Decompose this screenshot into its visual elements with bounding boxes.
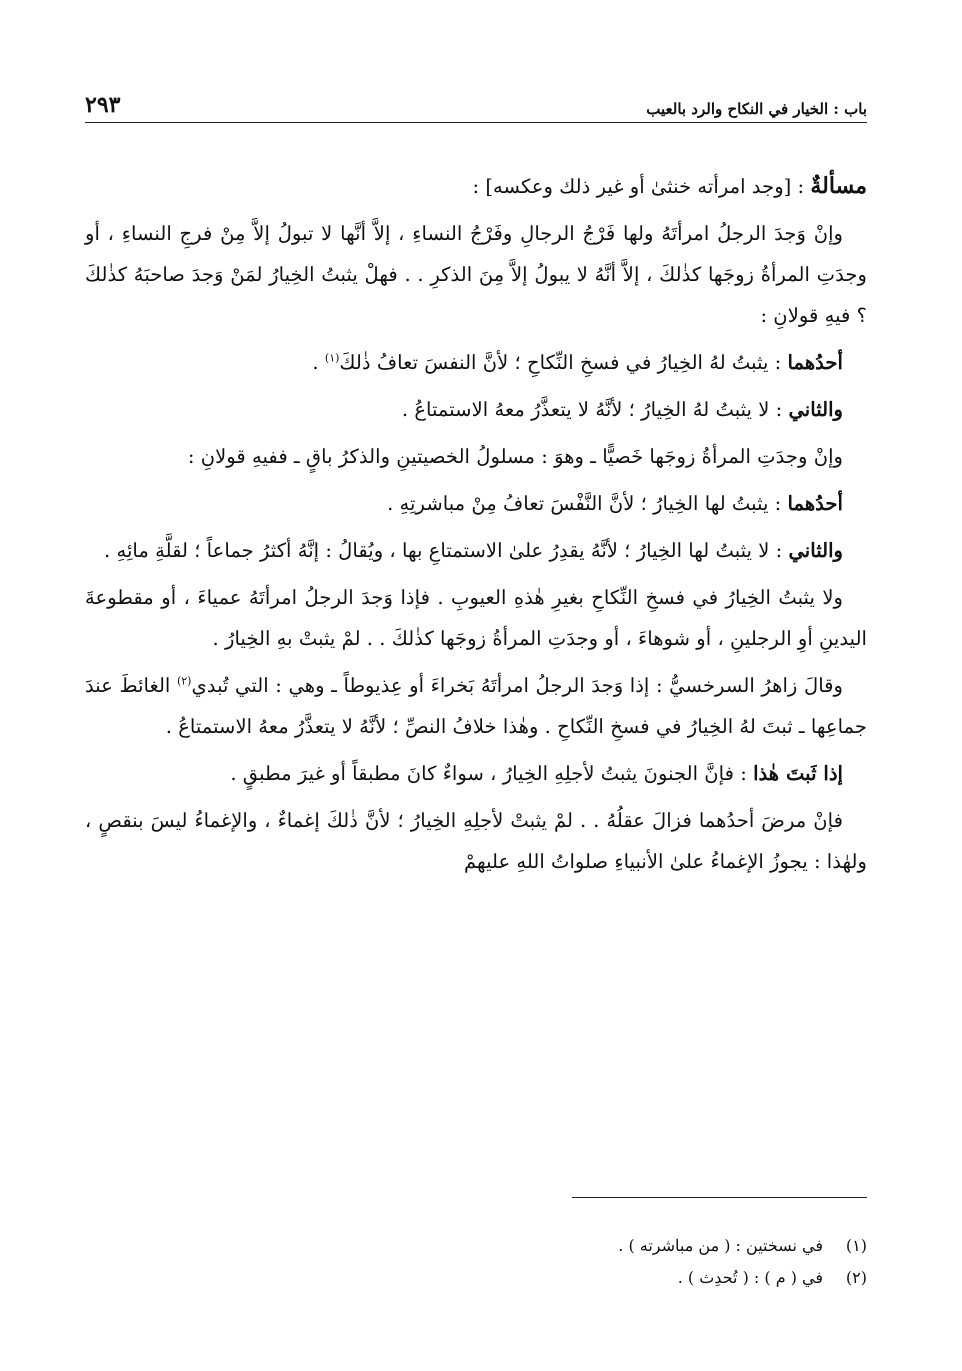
footnote-text: في نسختين : ( من مباشرته ) . [618, 1236, 823, 1255]
chapter-title: باب : الخيار في النكاح والرد بالعيب [646, 100, 867, 118]
running-header [85, 82, 867, 118]
paragraph-zahir-sarakhsi [85, 665, 867, 747]
paragraph-label: إذا ثَبتَ هٰذا [753, 762, 843, 785]
paragraph-hermaphrodite: وإنْ وَجدَ الرجلُ امرأتَهُ ولها فَرْجُ الرجالِ وفَرْجُ النساءِ ، إلاَّ أنَّها لا تبولُ إلاَّ مِنْ فرجِ النساءِ ، أو وجدَتِ المرأةُ زوجَها كذٰلكَ ، إلاَّ أنَّهُ لا يبولُ إلاَّ مِنَ الذكرِ . . فهلْ يثبتُ الخِيارُ لمَنْ وَجدَ صاحبَهُ كذٰلكَ ؟ فيهِ قولانِ : [85, 222, 867, 327]
header-rule [85, 122, 867, 123]
footnote-number: (٢) [845, 1268, 867, 1287]
paragraph-eunuch: وإنْ وجدَتِ المرأةُ زوجَها خَصيًّا ـ وهوَ : مسلولُ الخصيتينِ والذكرُ باقٍ ـ ففيهِ قولانِ : [187, 445, 843, 468]
issue-label: مسألةٌ [810, 173, 867, 199]
opinion-text: : يثبتُ لهُ الخِيارُ في فسخِ النِّكاحِ ؛ لأنَّ النفسَ تعافُ ذٰلكَ [339, 351, 788, 374]
opinion-label: أحدُهما [787, 351, 843, 374]
opinion-first [85, 342, 867, 383]
opinion-first [85, 483, 867, 524]
paragraph-fainting: فإنْ مرضَ أحدُهما فزالَ عقلُهُ . . لمْ يثبتْ لأجلِهِ الخِيارُ ؛ لأنَّ ذٰلكَ إغماءٌ ، والإغماءُ ليسَ بنقصٍ ، ولهٰذا : يجوزُ الإغماءُ علىٰ الأنبياءِ صلواتُ اللهِ عليهمْ [85, 809, 867, 873]
footnote-number: (١) [845, 1236, 867, 1255]
opinion-label: والثاني [788, 539, 843, 562]
page-number: ٢٩٣ [85, 92, 121, 118]
paragraph-text: وقالَ زاهرُ السرخسيُّ : إذا وَجدَ الرجلُ امرأتَهُ بَخراءَ أو عِذيوطاً ـ وهي : التي تُبدي [191, 674, 844, 697]
main-text [85, 166, 867, 888]
opinion-second [85, 389, 867, 430]
opinion-label: والثاني [788, 398, 843, 421]
footnote-rule [572, 1197, 867, 1198]
opinion-tail: . [312, 351, 325, 374]
paragraph-other-defects: ولا يثبتُ الخِيارُ في فسخِ النِّكاحِ بغيرِ هٰذهِ العيوبِ . فإذا وَجدَ الرجلُ امرأتَهُ عمياءَ ، أو مقطوعةَ اليدينِ أوِ الرجلينِ ، أو شوهاءَ ، أو وجدَتِ المرأةُ زوجَها كذٰلكَ . . لمْ يثبتْ بهِ الخِيارُ . [85, 586, 867, 650]
footnote-item [85, 1230, 867, 1262]
paragraph-insanity [85, 753, 867, 794]
opinion-label: أحدُهما [787, 492, 843, 515]
opinion-second [85, 530, 867, 571]
footnote-item [85, 1262, 867, 1294]
footnote-ref: (١) [324, 351, 340, 365]
opinion-text: : يثبتُ لها الخِيارُ ؛ لأنَّ النَّفْسَ تعافُ مِنْ مباشرتِهِ . [387, 492, 788, 515]
footnote-ref: (٢) [176, 674, 192, 688]
footnote-text: في ( م ) : ( تُحدِث ) . [677, 1268, 823, 1287]
opinion-text: : لا يثبتُ لها الخِيارُ ؛ لأنَّهُ يقدِرُ علىٰ الاستمتاعِ بها ، ويُقالُ : إنَّهُ أكثرُ جماعاً ؛ لقلَّةِ مائِهِ . [104, 539, 789, 562]
paragraph-text: : فإنَّ الجنونَ يثبتُ لأجلِهِ الخِيارُ ، سواءٌ كانَ مطبقاً أو غيرَ مطبقٍ . [230, 762, 754, 785]
book-page [85, 70, 867, 1330]
issue-heading [85, 166, 867, 207]
opinion-text: : لا يثبتُ لهُ الخِيارُ ؛ لأنَّهُ لا يتعذَّرُ معهُ الاستمتاعُ . [401, 398, 789, 421]
footnotes [85, 1230, 867, 1294]
issue-title: : [وجد امرأته خنثىٰ أو غير ذلك وعكسه] : [472, 175, 811, 198]
paragraph-text: الغائطَ عندَ جماعِها ـ ثبتَ لهُ الخِيارُ في فسخِ النِّكاحِ . وهٰذا خلافُ النصِّ ؛ لأنَّهُ لا يتعذَّرُ معهُ الاستمتاعُ . [85, 674, 867, 738]
